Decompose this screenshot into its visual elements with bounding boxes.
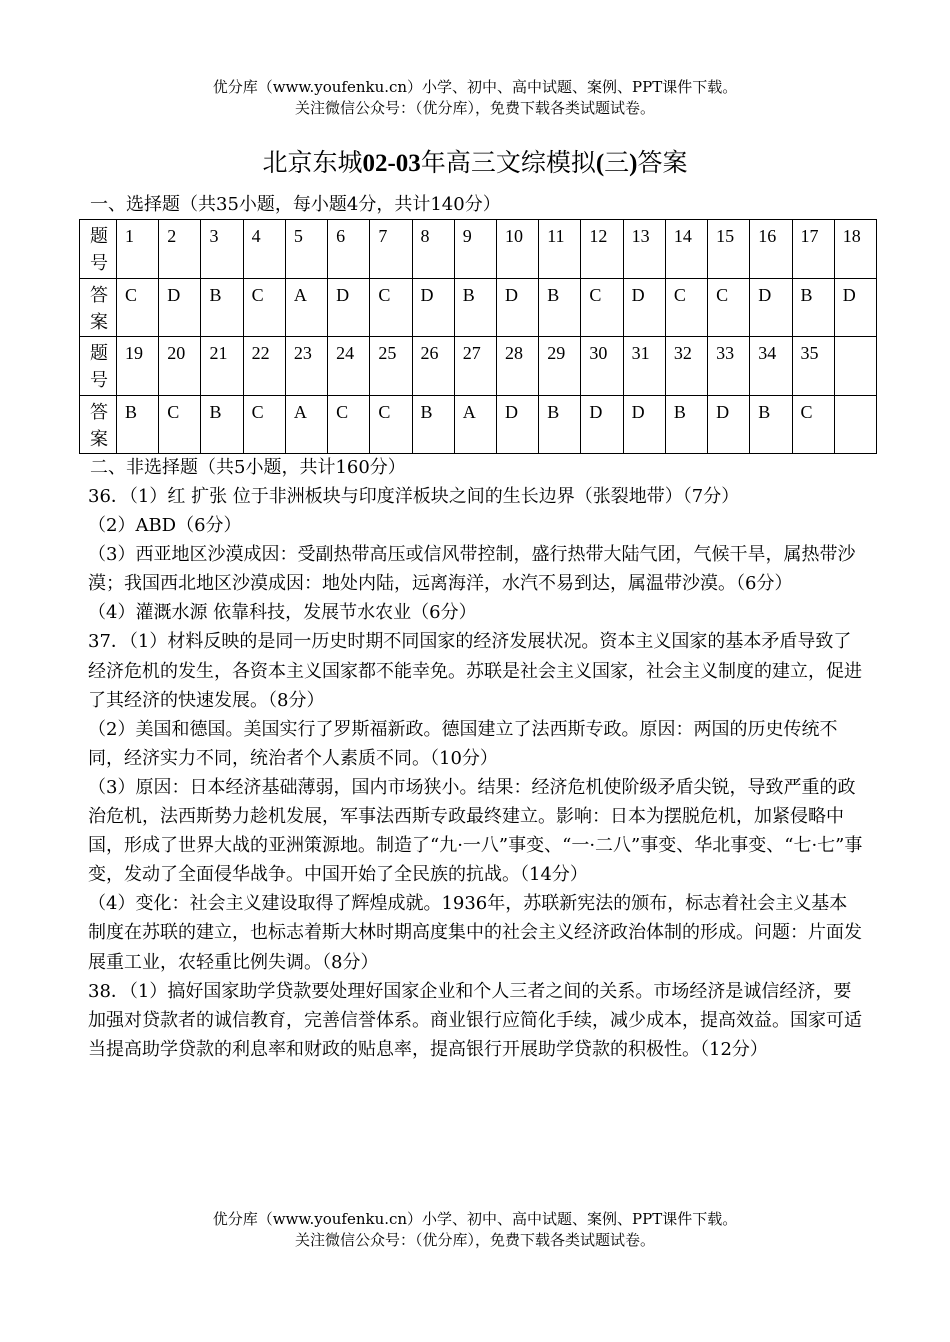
- answer-cell: B: [201, 278, 243, 337]
- question-number-cell: 13: [623, 220, 665, 279]
- question-number-cell: 24: [328, 337, 370, 396]
- answer-cell: C: [708, 278, 750, 337]
- document-title: [0, 145, 950, 182]
- row-label: 答案: [80, 278, 117, 337]
- question-number-cell: [834, 337, 876, 396]
- answer-cell: B: [412, 395, 454, 454]
- answer-cell: C: [581, 278, 623, 337]
- title-part-2: 年高三文综模拟: [420, 148, 596, 177]
- title-paren-open: (: [595, 150, 605, 177]
- answer-paragraph: （2）美国和德国。美国实行了罗斯福新政。德国建立了法西斯专政。原因：两国的历史传统不同，经济实力不同，统治者个人素质不同。（10分）: [88, 718, 838, 769]
- answer-paragraph: （3）原因：日本经济基础薄弱，国内市场狭小。结果：经济危机使阶级矛盾尖锐，导致严重的政治危机，法西斯势力趁机发展，军事法西斯专政最终建立。影响：日本为摆脱危机，加紧侵略中国，形成了世界大战的亚洲策源地。制造了“九·一八”事变、“一·二八”事变、华北事变、“七·七”事变，发动了全面侵华战争。中国开始了全民族的抗战。（14分）: [88, 776, 863, 886]
- answer-cell: C: [370, 395, 412, 454]
- answer-cell: B: [665, 395, 707, 454]
- question-number-cell: 19: [117, 337, 159, 396]
- answer-cell: C: [792, 395, 834, 454]
- answer-cell: D: [834, 278, 876, 337]
- answer-cell: B: [539, 395, 581, 454]
- answer-cell: C: [665, 278, 707, 337]
- question-number-cell: 12: [581, 220, 623, 279]
- question-number-cell: 35: [792, 337, 834, 396]
- question-number-cell: 3: [201, 220, 243, 279]
- question-number-cell: 21: [201, 337, 243, 396]
- answer-cell: C: [328, 395, 370, 454]
- question-number-cell: 4: [243, 220, 285, 279]
- question-number-cell: 25: [370, 337, 412, 396]
- answer-cell: C: [243, 395, 285, 454]
- question-number-cell: 30: [581, 337, 623, 396]
- question-number-cell: 27: [454, 337, 496, 396]
- answer-cell: D: [623, 278, 665, 337]
- title-paren-close: ): [629, 150, 638, 177]
- answer-cell: D: [581, 395, 623, 454]
- question-number-cell: 11: [539, 220, 581, 279]
- question-number-cell: 16: [750, 220, 792, 279]
- title-part-4: 答案: [637, 148, 688, 177]
- footer-line-1: 优分库（www.youfenku.cn）小学、初中、高中试题、案例、PPT课件下载。: [212, 1210, 738, 1228]
- question-number-cell: 28: [496, 337, 538, 396]
- question-number-row: [80, 337, 877, 396]
- answer-paragraph: 37．（1）材料反映的是同一历史时期不同国家的经济发展状况。资本主义国家的基本矛盾导致了经济危机的发生，各资本主义国家都不能幸免。苏联是社会主义国家，社会主义制度的建立，促进了其经济的快速发展。（8分）: [88, 631, 862, 711]
- row-label: 答案: [80, 395, 117, 454]
- header-line-2: 关注微信公众号：（优分库），免费下载各类试题试卷。: [294, 99, 655, 117]
- answer-cell: D: [750, 278, 792, 337]
- answer-paragraph: （4）变化：社会主义建设取得了辉煌成就。1936年，苏联新宪法的颁布，标志着社会主义基本制度在苏联的建立，也标志着斯大林时期高度集中的社会主义经济政治体制的形成。问题：片面发展重工业，农轻重比例失调。（8分）: [88, 893, 862, 973]
- question-number-cell: 17: [792, 220, 834, 279]
- answer-cell: D: [496, 278, 538, 337]
- question-number-cell: 2: [159, 220, 201, 279]
- question-number-cell: 26: [412, 337, 454, 396]
- question-number-row: [80, 220, 877, 279]
- question-number-cell: 32: [665, 337, 707, 396]
- answer-paragraph: （4）灌溉水源 依靠科技，发展节水农业（6分）: [88, 602, 477, 624]
- question-number-cell: 20: [159, 337, 201, 396]
- question-number-cell: 6: [328, 220, 370, 279]
- question-number-cell: 29: [539, 337, 581, 396]
- answer-body: [88, 482, 863, 1064]
- answer-cell: B: [539, 278, 581, 337]
- answer-cell: C: [370, 278, 412, 337]
- answer-row: [80, 395, 877, 454]
- answer-cell: [834, 395, 876, 454]
- answer-cell: C: [159, 395, 201, 454]
- answer-paragraph: 36．（1）红 扩张 位于非洲板块与印度洋板块之间的生长边界（张裂地带）（7分）: [88, 486, 740, 507]
- question-number-cell: 34: [750, 337, 792, 396]
- question-number-cell: 15: [708, 220, 750, 279]
- answer-cell: B: [792, 278, 834, 337]
- question-number-cell: 10: [496, 220, 538, 279]
- question-number-cell: 5: [285, 220, 327, 279]
- header-line-1: 优分库（www.youfenku.cn）小学、初中、高中试题、案例、PPT课件下载。: [212, 78, 738, 96]
- question-number-cell: 23: [285, 337, 327, 396]
- section-1-heading: 一、选择题（共35小题，每小题4分，共计140分）: [90, 194, 501, 215]
- question-number-cell: 31: [623, 337, 665, 396]
- page-header: [0, 77, 950, 119]
- answer-cell: D: [496, 395, 538, 454]
- question-number-cell: 9: [454, 220, 496, 279]
- answer-cell: D: [623, 395, 665, 454]
- answer-paragraph: （2）ABD（6分）: [88, 515, 242, 537]
- answer-cell: D: [159, 278, 201, 337]
- answer-cell: A: [285, 278, 327, 337]
- row-label: 题号: [80, 337, 117, 396]
- question-number-cell: 22: [243, 337, 285, 396]
- section-2-heading: 二、非选择题（共5小题，共计160分）: [90, 457, 406, 478]
- title-year: 02-03: [362, 150, 421, 177]
- answer-cell: D: [412, 278, 454, 337]
- question-number-cell: 1: [117, 220, 159, 279]
- answer-cell: A: [285, 395, 327, 454]
- title-part-3: 三: [604, 148, 630, 177]
- footer-line-2: 关注微信公众号：（优分库），免费下载各类试题试卷。: [294, 1231, 655, 1249]
- answer-cell: B: [454, 278, 496, 337]
- answer-table: [79, 219, 877, 454]
- title-part-1: 北京东城: [262, 148, 363, 177]
- question-number-cell: 14: [665, 220, 707, 279]
- answer-paragraph: 38．（1）搞好国家助学贷款要处理好国家企业和个人三者之间的关系。市场经济是诚信经济，要加强对贷款者的诚信教育，完善信誉体系。商业银行应简化手续，减少成本，提高效益。国家可适当提高助学贷款的利息率和财政的贴息率，提高银行开展助学贷款的积极性。（12分）: [88, 980, 862, 1060]
- row-label: 题号: [80, 220, 117, 279]
- answer-cell: B: [117, 395, 159, 454]
- question-number-cell: 8: [412, 220, 454, 279]
- answer-cell: D: [328, 278, 370, 337]
- answer-cell: C: [117, 278, 159, 337]
- question-number-cell: 18: [834, 220, 876, 279]
- answer-cell: C: [243, 278, 285, 337]
- question-number-cell: 7: [370, 220, 412, 279]
- answer-cell: B: [201, 395, 243, 454]
- answer-cell: B: [750, 395, 792, 454]
- answer-row: [80, 278, 877, 337]
- answer-cell: A: [454, 395, 496, 454]
- answer-paragraph: （3）西亚地区沙漠成因：受副热带高压或信风带控制，盛行热带大陆气团，气候干旱，属热带沙漠；我国西北地区沙漠成因：地处内陆，远离海洋，水汽不易到达，属温带沙漠。（6分）: [88, 544, 856, 595]
- answer-cell: D: [708, 395, 750, 454]
- question-number-cell: 33: [708, 337, 750, 396]
- page-footer: [0, 1209, 950, 1251]
